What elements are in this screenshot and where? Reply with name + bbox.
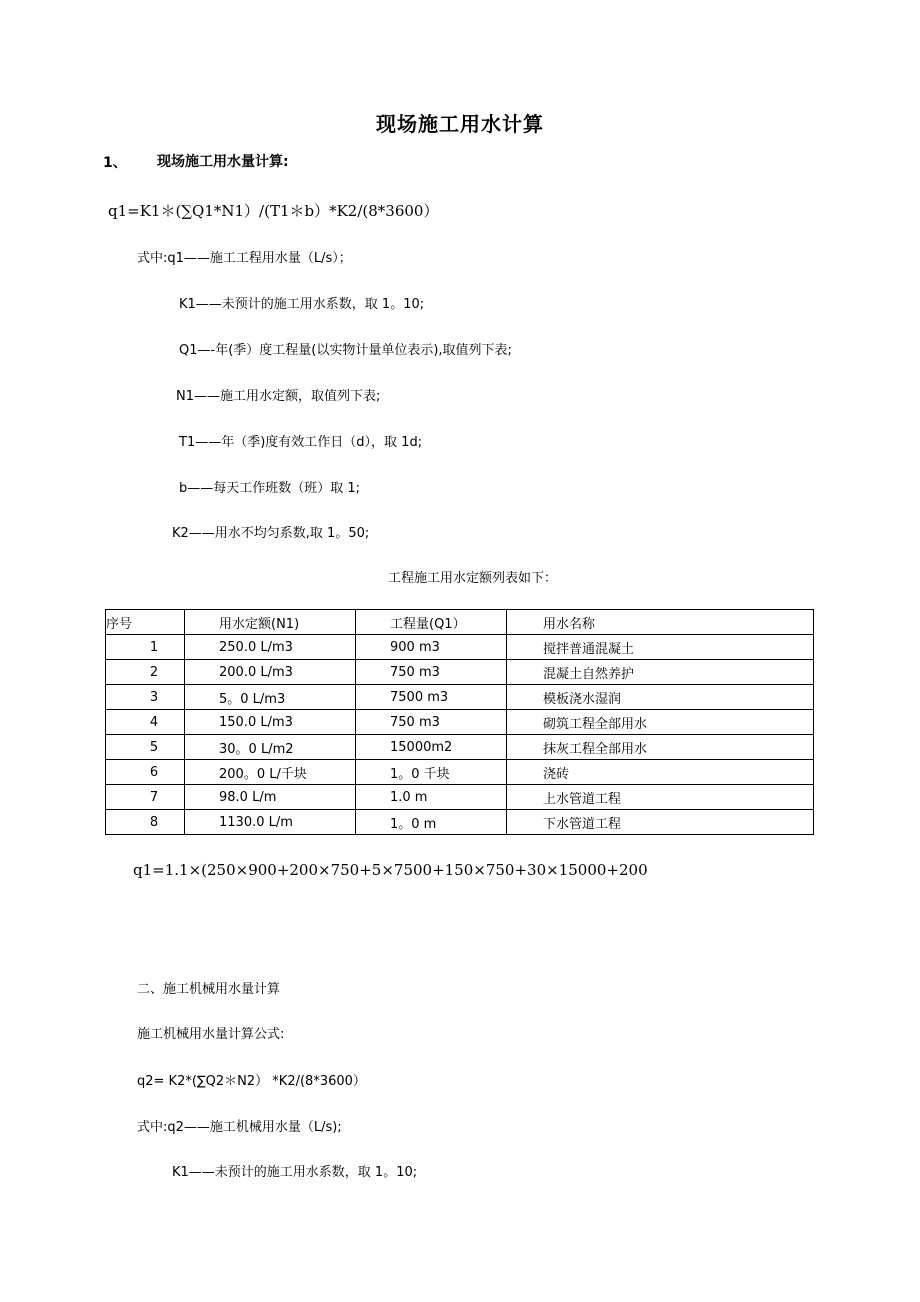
table-row: [106, 660, 814, 685]
section-1-heading: 现场施工用水量计算:: [157, 154, 289, 170]
cell-usage-name: 上水管道工程: [507, 785, 814, 810]
definition-Q1: Q1—-年(季）度工程量(以实物计量单位表示),取值列下表;: [179, 343, 512, 358]
cell-index: 8: [106, 810, 185, 835]
cell-usage-name: 砌筑工程全部用水: [507, 710, 814, 735]
cell-quota: 30。0 L/m2: [185, 735, 356, 760]
table-header-row: [106, 610, 814, 635]
table-row: [106, 810, 814, 835]
cell-quantity: 750 m3: [356, 660, 507, 685]
definition-T1: T1——年（季)度有效工作日（d），取 1d;: [179, 435, 423, 450]
page-title: 现场施工用水计算: [376, 112, 544, 136]
cell-quantity: 750 m3: [356, 710, 507, 735]
header-quantity: 工程量(Q1）: [356, 610, 507, 635]
cell-usage-name: 模板浇水湿润: [507, 685, 814, 710]
cell-index: 1: [106, 635, 185, 660]
cell-quantity: 1。0 千块: [356, 760, 507, 785]
machine-water-formula: q2= K2*(∑Q2＊N2） *K2/(8*3600）: [137, 1074, 366, 1089]
table-row: [106, 735, 814, 760]
cell-quota: 200。0 L/千块: [185, 760, 356, 785]
table-row: [106, 785, 814, 810]
cell-usage-name: 下水管道工程: [507, 810, 814, 835]
definition-k1-machine: K1——未预计的施工用水系数，取 1。10;: [172, 1165, 418, 1180]
table-row: [106, 635, 814, 660]
cell-index: 2: [106, 660, 185, 685]
cell-quantity: 900 m3: [356, 635, 507, 660]
cell-usage-name: 混凝土自然养护: [507, 660, 814, 685]
cell-index: 6: [106, 760, 185, 785]
section-1-number: 1、: [103, 155, 127, 171]
cell-index: 7: [106, 785, 185, 810]
cell-quantity: 7500 m3: [356, 685, 507, 710]
cell-usage-name: 浇砖: [507, 760, 814, 785]
cell-quota: 150.0 L/m3: [185, 710, 356, 735]
water-usage-formula: q1=K1＊(∑Q1*N1）/(T1＊b）*K2/(8*3600）: [108, 202, 439, 220]
cell-quota: 1130.0 L/m: [185, 810, 356, 835]
header-index: 序号: [106, 610, 185, 635]
definition-k2: K2——用水不均匀系数,取 1。50;: [172, 526, 370, 541]
q1-calculation: q1=1.1×(250×900+200×750+5×7500+150×750+30×15000+200: [133, 861, 648, 879]
header-quota: 用水定额(N1): [185, 610, 356, 635]
definition-q2: 式中:q2——施工机械用水量（L/s);: [137, 1120, 342, 1135]
section-2-heading: 二、施工机械用水量计算: [137, 982, 281, 997]
cell-quota: 200.0 L/m3: [185, 660, 356, 685]
table-row: [106, 710, 814, 735]
table-row: [106, 760, 814, 785]
cell-quantity: 15000m2: [356, 735, 507, 760]
cell-index: 5: [106, 735, 185, 760]
definition-N1: N1——施工用水定额，取值列下表;: [176, 389, 381, 404]
cell-index: 3: [106, 685, 185, 710]
cell-usage-name: 搅拌普通混凝土: [507, 635, 814, 660]
table-row: [106, 685, 814, 710]
cell-usage-name: 抹灰工程全部用水: [507, 735, 814, 760]
cell-quantity: 1。0 m: [356, 810, 507, 835]
definition-k1: K1——未预计的施工用水系数，取 1。10;: [179, 297, 425, 312]
water-quota-table: [105, 609, 814, 835]
cell-index: 4: [106, 710, 185, 735]
definition-q1: 式中:q1——施工工程用水量（L/s）；: [137, 251, 352, 266]
cell-quota: 98.0 L/m: [185, 785, 356, 810]
cell-quota: 250.0 L/m3: [185, 635, 356, 660]
table-caption: 工程施工用水定额列表如下：: [388, 571, 558, 586]
cell-quantity: 1.0 m: [356, 785, 507, 810]
cell-quota: 5。0 L/m3: [185, 685, 356, 710]
definition-b: b——每天工作班数（班）取 1;: [179, 481, 361, 496]
section-2-subheading: 施工机械用水量计算公式:: [137, 1027, 285, 1042]
header-usage-name: 用水名称: [507, 610, 814, 635]
